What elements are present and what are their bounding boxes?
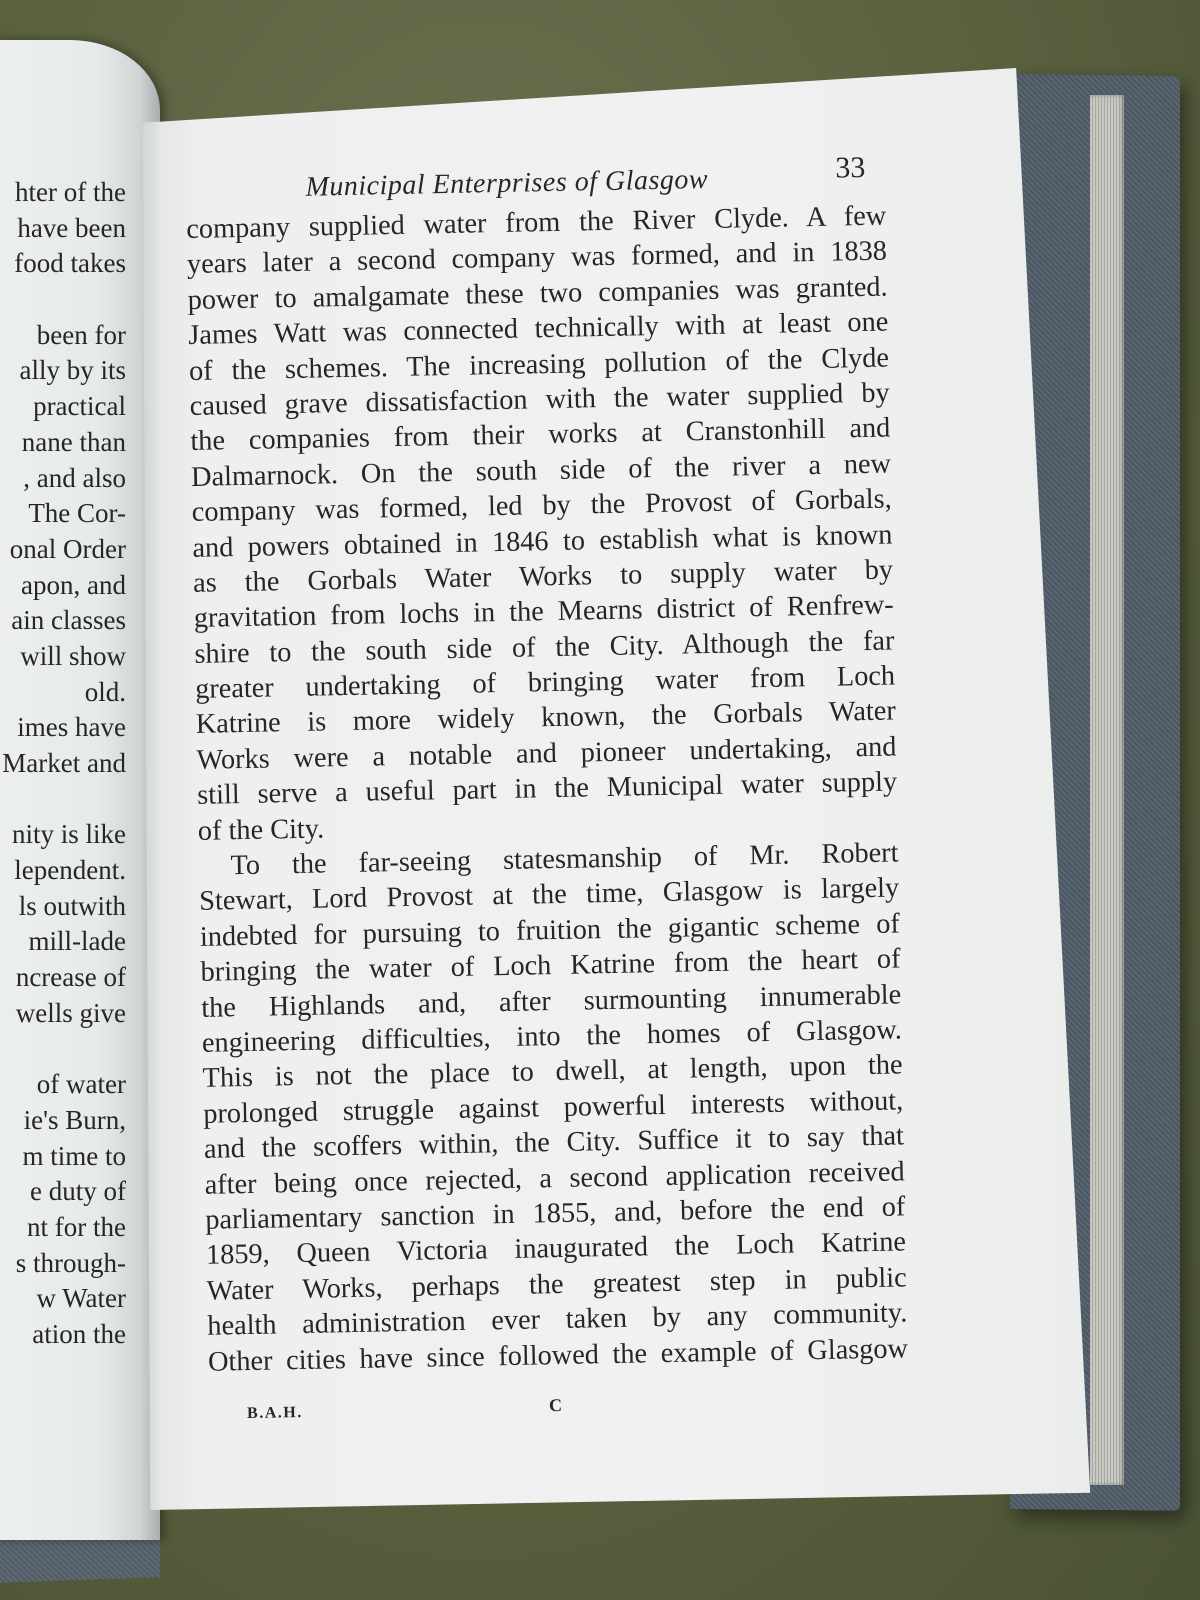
paragraph-line: greater undertaking of bringing water from Loch [194, 660, 896, 705]
left-page-line: ain classes [11, 605, 126, 636]
left-page-line: ally by its [19, 355, 126, 386]
left-page-line: old. [84, 676, 126, 707]
left-page-line: mill-lade [28, 926, 126, 957]
paragraph-line: power to amalgamate these two companies was granted. [187, 271, 888, 316]
left-page-line: have been [17, 212, 126, 243]
left-page-line [0, 1032, 126, 1068]
paragraph-line: of the City. [197, 813, 325, 847]
left-page-line [0, 282, 126, 318]
left-page-line: will show [20, 640, 126, 671]
paragraph-line: still serve a useful part in the Municipal water supply [196, 766, 898, 812]
paragraph-line: health administration ever taken by any community. [207, 1297, 908, 1342]
left-page-line: ncrease of [15, 962, 126, 993]
left-page-line: nane than [21, 426, 126, 457]
paragraph-line: Stewart, Lord Provost at the time, Glasgow is largely [198, 872, 900, 918]
paragraph-1 [186, 199, 898, 849]
paragraph-line: gravitation from lochs in the Mearns district of Renfrew- [193, 589, 894, 635]
paragraph-line: after being once rejected, a second application received [204, 1155, 905, 1201]
left-page-line: ation the [32, 1319, 126, 1349]
paragraph-line: Katrine is more widely known, the Gorbals Water [195, 695, 897, 741]
left-page-line: w Water [36, 1283, 126, 1314]
paragraph-line: parliamentary sanction in 1855, and, before the end of [205, 1191, 906, 1236]
left-page-line: food takes [14, 248, 126, 279]
paragraph-line: Works were a notable and pioneer undertaking, and [196, 731, 897, 776]
left-page-line: nity is like [12, 819, 126, 850]
paragraph-line: shire to the south side of the City. Although the far [194, 625, 895, 670]
paragraph-line: bringing the water of Loch Katrine from the heart of [200, 943, 901, 989]
paragraph-line: and powers obtained in 1846 to establish what is known [192, 519, 893, 564]
left-page-line: , and also [23, 462, 126, 493]
left-page-line [0, 782, 126, 818]
left-page-line: practical [33, 391, 126, 422]
signature-initials: B.A.H. [246, 1403, 303, 1422]
left-page-line: onal Order [9, 533, 126, 564]
paragraph-line: To the far-seeing statesmanship of Mr. Robert [230, 837, 899, 882]
left-page [0, 40, 160, 1540]
paragraph-line: prolonged struggle against powerful interests without, [203, 1085, 904, 1130]
paragraph-line: engineering difficulties, into the homes of Glasgow. [201, 1014, 903, 1059]
left-page-line: The Cor- [28, 498, 126, 529]
running-title: Municipal Enterprises of Glasgow [305, 163, 709, 203]
left-page-line: been for [36, 319, 126, 350]
paragraph-line: of the schemes. The increasing pollution of the Clyde [188, 342, 890, 387]
left-page-line: s through- [15, 1247, 126, 1278]
left-page-line: e duty of [30, 1176, 126, 1207]
left-page-line: imes have [17, 712, 126, 743]
paragraph-line: James Watt was connected technically with at least one [188, 306, 889, 352]
paragraph-line: years later a second company was formed, and in 1838 [186, 235, 888, 281]
left-page-line: Market and [2, 748, 126, 778]
paragraph-line: Water Works, perhaps the greatest step in public [206, 1262, 907, 1307]
right-page-text [185, 147, 909, 1442]
page-number: 33 [834, 150, 866, 185]
paragraph-line: the companies from their works at Cranstonhill and [190, 412, 891, 458]
paragraph-line: Other cities have since followed the example of Glasgow [207, 1332, 909, 1378]
left-page-line: wells give [15, 997, 126, 1028]
left-page-line: m time to [22, 1140, 126, 1171]
paragraph-line: as the Gorbals Water Works to supply water by [192, 554, 894, 599]
left-page-line: ls outwith [18, 890, 126, 921]
paragraph-line: Dalmarnock. On the south side of the river a new [190, 448, 892, 493]
page-block-edge [1090, 95, 1124, 1485]
left-page-text [0, 175, 126, 1353]
paragraph-line: and the scoffers within, the City. Suffice it to say that [203, 1120, 905, 1165]
paragraph-line: indebted for pursuing to fruition the gigantic scheme of [199, 908, 901, 953]
paragraph-line: company supplied water from the River Clyde. A few [186, 200, 887, 245]
left-page-line: ie's Burn, [23, 1104, 126, 1135]
paragraph-line: This is not the place to dwell, at length, upon the [202, 1049, 903, 1095]
paragraph-line: company was formed, led by the Provost of Gorbals, [191, 483, 892, 529]
left-page-line: of water [36, 1069, 126, 1100]
left-page-line: nt for the [27, 1211, 126, 1242]
left-page-line: lependent. [14, 855, 126, 886]
left-page-line: apon, and [21, 569, 126, 600]
paragraph-line: caused grave dissatisfaction with the water supplied by [189, 377, 890, 422]
paragraph-line: 1859, Queen Victoria inaugurated the Loch Katrine [205, 1226, 907, 1272]
left-page-line: hter of the [15, 177, 126, 207]
paragraph-2 [198, 835, 908, 1379]
signature-mark: C [548, 1394, 564, 1416]
paragraph-line: the Highlands and, after surmounting innumerable [200, 979, 902, 1024]
